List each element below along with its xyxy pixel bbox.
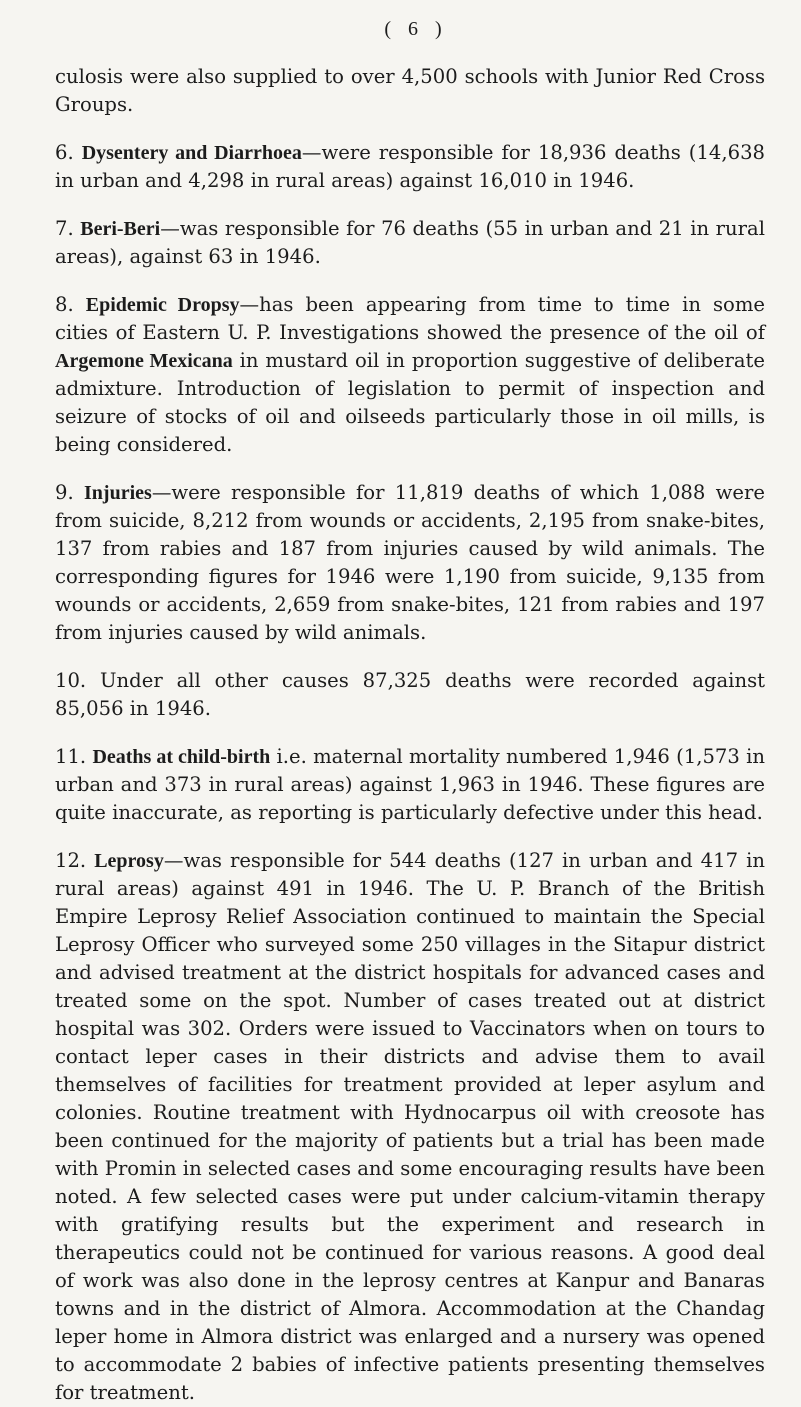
paragraph-9	[55, 479, 765, 647]
paragraph-text: i.e. maternal mortality numbered 1,946 (1,573 in urban and 373 in rural areas) against 1,963 in 1946. These figures are quite inaccurate, as reporting is particularly defective under this head.	[55, 745, 765, 824]
paragraph-8	[55, 291, 765, 459]
bold-term: Argemone Mexicana	[55, 350, 233, 372]
paragraph-heading: Leprosy	[94, 850, 164, 872]
paragraph-text: —has been appearing from time to time in some cities of Eastern U. P. Investigations showed the presence of the oil of	[55, 293, 766, 344]
paragraph-heading: Deaths at child-birth	[92, 746, 271, 768]
paragraph-text: —were responsible for 11,819 deaths of which 1,088 were from suicide, 8,212 from wounds or accidents, 2,195 from snake-bites, 137 from rabies and 187 from injuries caused by wild animals. The corresponding figures for 1946 were 1,190 from suicide, 9,135 from wounds or accidents, 2,659 from snake-bites, 121 from rabies and 197 from injuries caused by wild animals.	[55, 481, 765, 644]
paragraph-10	[55, 667, 765, 723]
paragraph-heading: Epidemic Dropsy	[85, 294, 240, 316]
paragraph-number: 12.	[55, 849, 87, 872]
paragraph-heading: Dysentery and Diarrhoea	[81, 142, 302, 164]
paragraph-12	[55, 847, 765, 1407]
paragraph-number: 7.	[55, 217, 74, 240]
paragraph-text: —was responsible for 76 deaths (55 in urban and 21 in rural areas), against 63 in 1946.	[55, 217, 765, 268]
page-number: ( 6 )	[384, 18, 448, 40]
paragraph-7	[55, 215, 765, 271]
paragraph-6	[55, 139, 765, 195]
paragraph-11	[55, 743, 765, 827]
paragraph-number: 8.	[55, 293, 74, 316]
paragraph-text: —was responsible for 544 deaths (127 in urban and 417 in rural areas) against 491 in 1946. The U. P. Branch of the British Empire Leprosy Relief Association continued to maintain the Special Leprosy Officer who surveyed some 250 villages in the Sitapur district and advised treatment at the district hospitals for advanced cases and treated some on the spot. Number of cases treated out at district hospital was 302. Orders were issued to Vaccinators when on tours to contact leper cases in their districts and advise them to avail themselves of facilities for treatment provided at leper asylum and colonies. Routine treatment with Hydnocarpus oil with creosote has been continued for the majority of patients but a trial has been made with Promin in selected cases and some encouraging results have been noted. A few selected cases were put under calcium-vitamin therapy with gratifying results but the experiment and research in therapeutics could not be continued for various reasons. A good deal of work was also done in the leprosy centres at Kanpur and Banaras towns and in the district of Almora. Accommodation at the Chandag leper home in Almora district was enlarged and a nursery was opened to accommodate 2 babies of infective patients presenting themselves for treatment.	[55, 849, 766, 1404]
paragraph-number: 9.	[55, 481, 74, 504]
paragraph-text: in mustard oil in proportion suggestive of deliberate admixture. Introduction of legislation to permit of inspection and seizure of stocks of oil and oilseeds particularly those in oil mills, is being considered.	[55, 349, 765, 456]
paragraph-text: culosis were also supplied to over 4,500 schools with Junior Red Cross Groups.	[55, 65, 765, 116]
paragraph-number: 11.	[55, 745, 87, 768]
paragraph-heading: Beri-Beri	[80, 218, 161, 240]
paragraph-heading: Injuries	[84, 482, 152, 504]
paragraph-continuation	[55, 63, 765, 119]
paragraph-text: 10. Under all other causes 87,325 deaths were recorded against 85,056 in 1946.	[55, 669, 765, 720]
paragraph-number: 6.	[55, 141, 74, 164]
paragraph-text: —were responsible for 18,936 deaths (14,638 in urban and 4,298 in rural areas) against 16,010 in 1946.	[55, 141, 766, 192]
